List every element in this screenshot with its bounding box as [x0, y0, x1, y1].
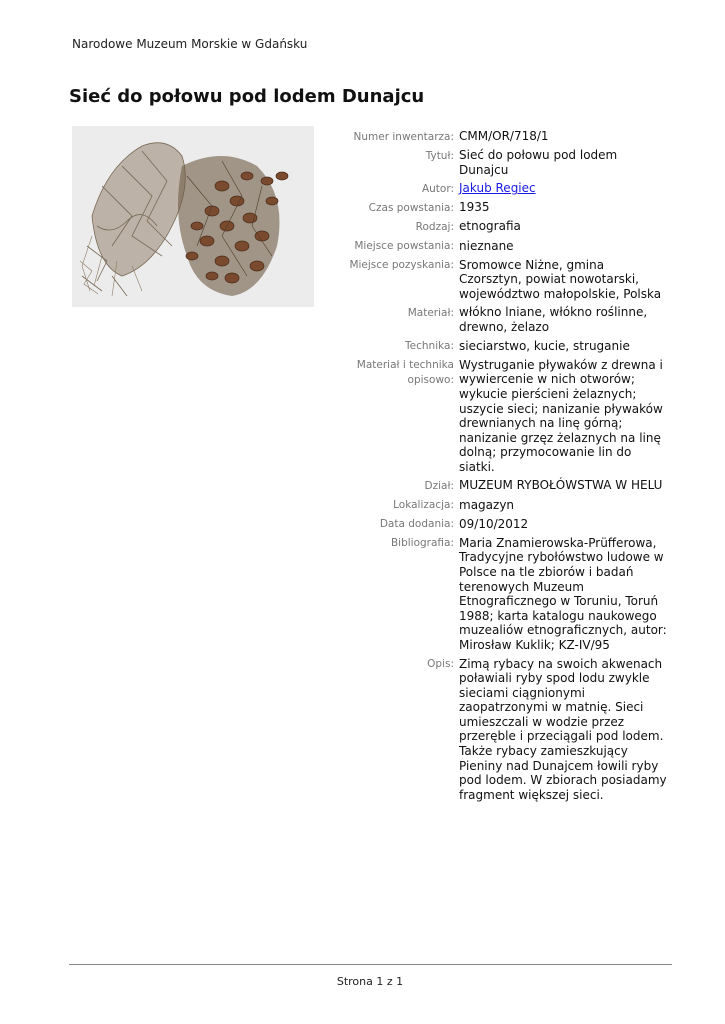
field-row-material	[340, 305, 670, 334]
field-label: Bibliografia:	[390, 537, 454, 550]
field-value: etnografia	[459, 219, 521, 234]
museum-name: Narodowe Muzeum Morskie w Gdańsku	[72, 37, 308, 51]
field-value	[459, 181, 670, 196]
net-image	[72, 126, 314, 307]
field-row-title	[340, 148, 670, 177]
field-label: Miejsce powstania:	[354, 240, 454, 253]
field-value: 1935	[459, 200, 490, 215]
field-row-technique	[340, 339, 670, 354]
field-value: sieciarstwo, kucie, struganie	[459, 338, 630, 353]
footer-divider	[69, 964, 672, 965]
field-value: Zimą rybacy na swoich akwenach poławiali ryby spod lodu zwykle sieciami ciągnionymi zaopatrzonymi w matnię. Sieci umieszczali w wodzie przez przeręble i przeciągali pod lodem. Także rybacy zamieszkujący Pieniny nad Dunajcem łowili ryby pod lodem. W zbiorach posiadamy fragment większej sieci.	[459, 656, 667, 802]
field-label: Tytuł:	[425, 149, 454, 162]
field-label: Technika:	[405, 340, 454, 353]
field-value: 09/10/2012	[459, 516, 529, 531]
page-title: Sieć do połowu pod lodem Dunajcu	[69, 86, 425, 107]
fishing-net-photo	[72, 126, 314, 307]
field-value: Sieć do połowu pod lodem Dunajcu	[459, 148, 618, 177]
field-value: Sromowce Niżne, gmina Czorsztyn, powiat nowotarski, województwo małopolskie, Polska	[459, 257, 662, 301]
field-label: Dział:	[424, 479, 454, 492]
field-row-material-technique-desc	[340, 358, 670, 475]
field-value: nieznane	[459, 238, 514, 253]
author-link[interactable]: Jakub Regiec	[459, 181, 536, 196]
metadata-table	[340, 129, 670, 806]
field-row-author	[340, 181, 670, 196]
field-label: Miejsce pozyskania:	[349, 259, 454, 272]
field-value: włókno lniane, włókno roślinne, drewno, żelazo	[459, 305, 648, 335]
field-label: Rodzaj:	[415, 220, 454, 233]
field-label: Opis:	[427, 658, 454, 670]
field-row-type	[340, 219, 670, 234]
page-number: Strona 1 z 1	[336, 975, 404, 988]
field-label: Numer inwentarza:	[353, 130, 454, 143]
field-label: Czas powstania:	[368, 201, 454, 214]
field-row-department	[340, 478, 670, 493]
field-row-acquisition-place	[340, 258, 670, 302]
field-value: CMM/OR/718/1	[459, 129, 549, 143]
field-value: magazyn	[459, 497, 515, 512]
field-label: Materiał i technika opisowo:	[356, 359, 454, 386]
field-value: Maria Znamierowska-Prüfferowa, Tradycyjne rybołówstwo ludowe w Polsce na tle zbiorów i badań terenowych Muzeum Etnograficznego w Toruniu, Toruń 1988; karta katalogu naukowego muzealiów etnograficznych, autor: Mirosław Kuklik; KZ-IV/95	[459, 535, 667, 652]
field-row-inventory	[340, 129, 670, 144]
field-row-origin-place	[340, 239, 670, 254]
field-row-date-added	[340, 517, 670, 532]
field-row-description	[340, 657, 670, 803]
field-value: Wystruganie pływaków z drewna i wywiercenie w nich otworów; wykucie pierścieni żelaznych; uszycie sieci; nanizanie pływaków drewnianych na linę górną; nanizanie grzęz żelaznych na linę dolną; przymocowanie lin do siatki.	[459, 357, 663, 474]
field-label: Materiał:	[407, 306, 454, 319]
field-row-date	[340, 200, 670, 215]
field-label: Lokalizacja:	[393, 499, 454, 512]
field-label: Autor:	[421, 182, 454, 195]
field-row-location	[340, 498, 670, 513]
field-row-bibliography	[340, 536, 670, 653]
field-label: Data dodania:	[379, 518, 454, 531]
field-value: MUZEUM RYBOŁÓWSTWA W HELU	[459, 478, 663, 493]
